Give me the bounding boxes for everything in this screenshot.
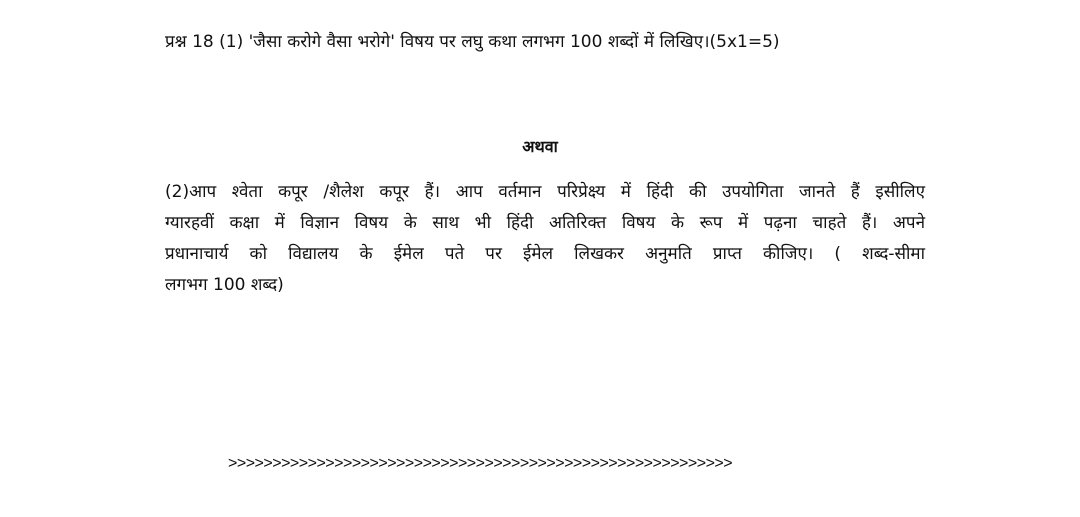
question-18-part-1: प्रश्न 18 (1) 'जैसा करोगे वैसा भरोगे' विषय पर लघु कथा लगभग 100 शब्दों में लिखिए।(5x1=5) <box>165 32 780 52</box>
or-separator-label: अथवा <box>522 137 558 156</box>
part-2-line-2: ग्यारहवीं कक्षा में विज्ञान विषय के साथ भी हिंदी अतिरिक्त विषय के रूप में पढ़ना चाहते हैं। अपने <box>165 213 925 233</box>
part-2-line-1: (2)आप श्वेता कपूर /शैलेश कपूर हैं। आप वर्तमान परिप्रेक्ष्य में हिंदी की उपयोगिता जानते हैं इसीलिए <box>165 182 925 202</box>
question-18-part-2 <box>165 177 925 301</box>
part-2-line-3: प्रधानाचार्य को विद्यालय के ईमेल पते पर ईमेल लिखकर अनुमति प्राप्त कीजिए। ( शब्द-सीमा <box>165 244 925 264</box>
footer-arrow-divider: >>>>>>>>>>>>>>>>>>>>>>>>>>>>>>>>>>>>>>>>>>>>>>>>>>>>>>>>> <box>228 455 733 472</box>
part-2-line-4: लगभग 100 शब्द) <box>165 275 284 295</box>
